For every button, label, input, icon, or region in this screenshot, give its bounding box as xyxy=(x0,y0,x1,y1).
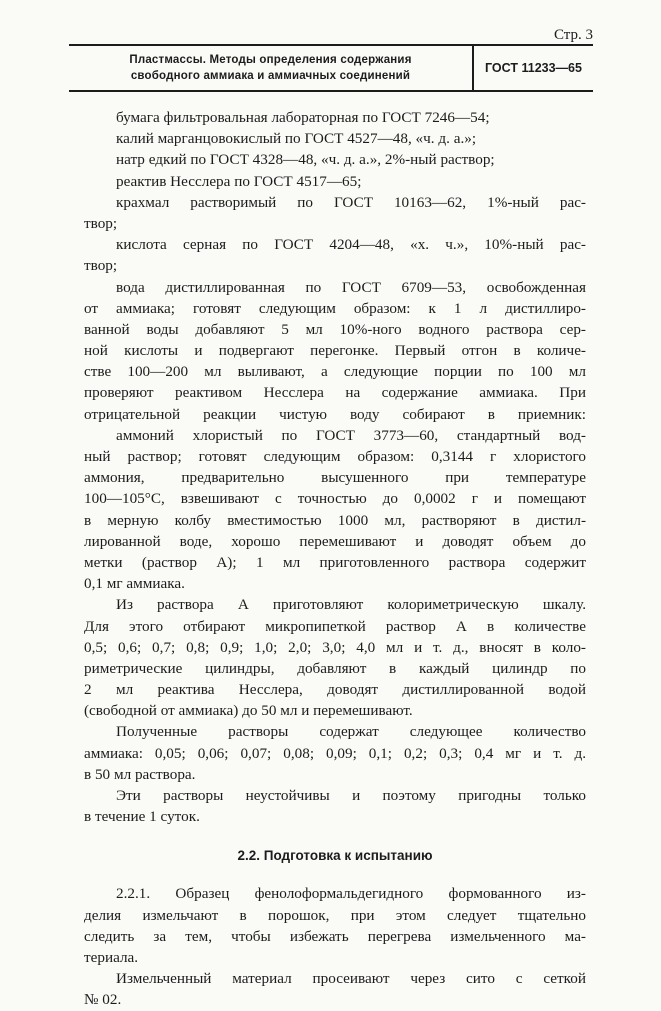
scale-paragraph-line: Для этого отбирают микропипеткой раствор А в количестве xyxy=(84,617,586,635)
reagent-water-line: ванной воды добавляют 5 мл 10%-ного водного раствора сер- xyxy=(84,320,586,338)
reagent-water-line: от аммиака; готовят следующим образом: к 1 л дистиллиро- xyxy=(84,299,586,317)
scale-paragraph-line: 0,5; 0,6; 0,7; 0,8; 0,9; 1,0; 2,0; 3,0; 4,0 мл и т. д., вносят в коло- xyxy=(84,638,586,656)
reagent-water-line: вода дистиллированная по ГОСТ 6709—53, освобожденная xyxy=(116,278,586,296)
reagent-ammonium-line: лированной воде, хорошо перемешивают и доводят объем до xyxy=(84,532,586,550)
scale-paragraph-line: (свободной от аммиака) до 50 мл и перемешивают. xyxy=(84,702,413,720)
reagent-sulfuric-acid: кислота серная по ГОСТ 4204—48, «х. ч.», 10%-ный рас- xyxy=(116,236,586,254)
page-number: Стр. 3 xyxy=(553,27,593,43)
reagent-filter-paper: бумага фильтровальная лабораторная по ГОСТ 7246—54; xyxy=(116,109,490,126)
sieve-paragraph-line: Измельченный материал просеивают через сито с сеткой xyxy=(116,970,586,988)
unstable-paragraph-line: Эти растворы неустойчивы и поэтому пригодны только xyxy=(116,787,586,804)
reagent-starch: крахмал растворимый по ГОСТ 10163—62, 1%-ный рас- xyxy=(116,193,586,211)
clause-paragraph-line: териала. xyxy=(84,948,139,966)
reagent-water-line: ной кислоты и подвергают перегонке. Первый отгон в количе- xyxy=(84,342,586,360)
header-title-line-2: свободного аммиака и аммиачных соединений xyxy=(130,70,411,82)
clause-paragraph-line: следить за тем, чтобы избежать перегрева измельченного ма- xyxy=(84,927,586,945)
reagent-water-line: стве 100—200 мл выливают, а следующие порции по 100 мл xyxy=(84,363,586,381)
reagent-ammonium-line: ный раствор; готовят следующим образом: 0,3144 г хлористого xyxy=(84,448,586,465)
reagent-ammonium-line: в мерную колбу вместимостью 1000 мл, растворяют в дистил- xyxy=(84,511,586,529)
standard-number: ГОСТ 11233—65 xyxy=(485,61,582,75)
header-title xyxy=(69,46,474,90)
scale-paragraph-line: Из раствора А приготовляют колориметрическую шкалу. xyxy=(116,596,586,614)
reagent-ammonium-line: аммония, предварительно высушенного при температуре xyxy=(84,469,586,487)
scale-paragraph-line: риметрические цилиндры, добавляют в каждый цилиндр по xyxy=(84,659,586,677)
solutions-paragraph-line: Полученные растворы содержат следующее количество xyxy=(116,723,586,741)
reagent-ammonium-line: метки (раствор А); 1 мл приготовленного раствора содержит xyxy=(84,553,586,571)
header-title-line-1: Пластмассы. Методы определения содержания xyxy=(129,54,412,66)
reagent-sodium-hydroxide: натр едкий по ГОСТ 4328—48, «ч. д. а.», 2%-ный раствор; xyxy=(116,151,495,169)
reagent-starch-cont: твор; xyxy=(84,214,118,232)
reagent-water-line: отрицательной реакции чистую воду собирают в приемник: xyxy=(84,405,586,423)
scale-paragraph-line: 2 мл реактива Несслера, доводят дистиллированной водой xyxy=(84,681,586,699)
reagent-potassium-permanganate: калий марганцовокислый по ГОСТ 4527—48, «ч. д. а.»; xyxy=(116,130,477,148)
reagent-ammonium-line: 0,1 мг аммиака. xyxy=(84,575,185,593)
clause-paragraph-line: делия измельчают в порошок, при этом следует тщательно xyxy=(84,906,586,924)
document-header xyxy=(69,44,593,92)
reagent-ammonium-line: 100—105°С, взвешивают с точностью до 0,0002 г и помещают xyxy=(84,490,586,508)
reagent-nessler: реактив Несслера по ГОСТ 4517—65; xyxy=(116,172,362,190)
solutions-paragraph-line: в 50 мл раствора. xyxy=(84,765,196,783)
reagent-water-line: проверяют реактивом Несслера на содержание аммиака. При xyxy=(84,384,586,402)
clause-paragraph-line: 2.2.1. Образец фенолоформальдегидного формованного из- xyxy=(116,885,586,903)
reagent-ammonium-line: аммоний хлористый по ГОСТ 3773—60, стандартный вод- xyxy=(116,426,586,444)
reagent-sulfuric-acid-cont: твор; xyxy=(84,257,118,275)
unstable-paragraph-line: в течение 1 суток. xyxy=(84,808,200,826)
sieve-paragraph-line: № 02. xyxy=(84,991,122,1009)
body-text xyxy=(84,107,586,1011)
solutions-paragraph-line: аммиака: 0,05; 0,06; 0,07; 0,08; 0,09; 0,1; 0,2; 0,3; 0,4 мг и т. д. xyxy=(84,744,586,762)
section-title: 2.2. Подготовка к испытанию xyxy=(237,848,433,864)
